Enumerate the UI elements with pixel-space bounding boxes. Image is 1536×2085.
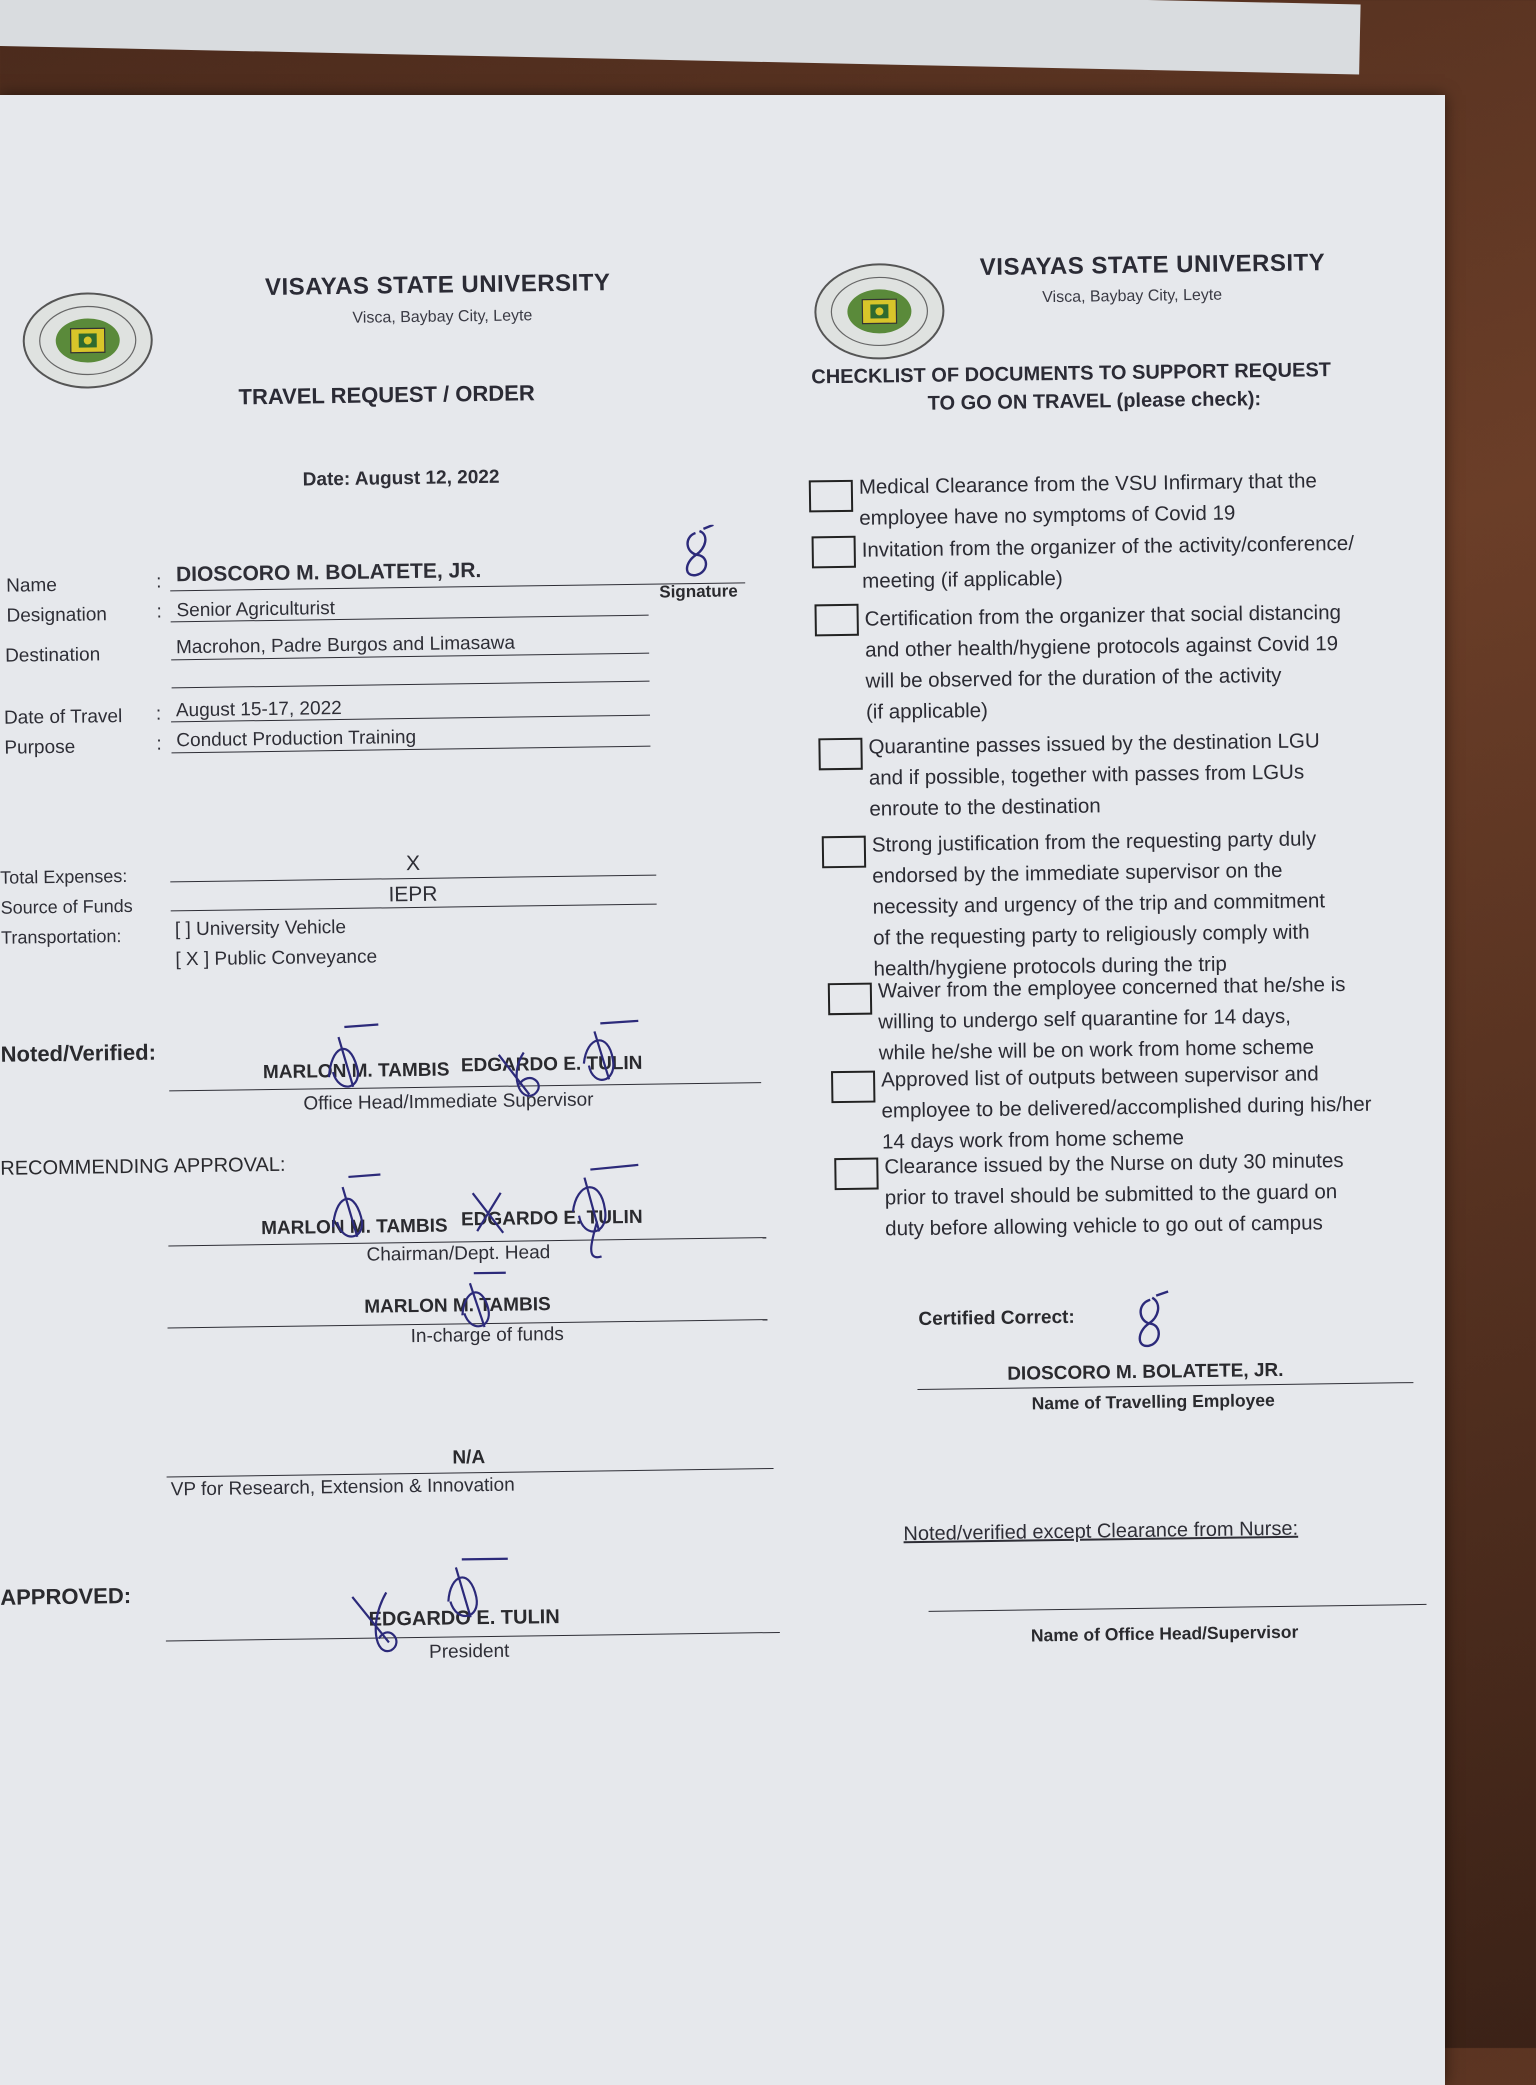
president-role: President	[428, 1640, 510, 1663]
checklist-item-line: and if possible, together with passes from LGUs	[868, 760, 1305, 790]
university-seal-right	[812, 260, 948, 362]
recommending-name-overlap: EDGARDO E. TULIN	[460, 1206, 643, 1231]
office-head-role: Name of Office Head/Supervisor	[1030, 1621, 1299, 1646]
checklist-item-text	[859, 465, 1318, 533]
vp-name: N/A	[452, 1447, 486, 1469]
checklist-item-line: and other health/hygiene protocols against Covid 19	[864, 632, 1339, 662]
employee-signature	[673, 525, 724, 586]
checklist-item-line: will be observed for the duration of the activity	[865, 663, 1282, 693]
checklist-item-line: necessity and urgency of the trip and commitment	[872, 889, 1326, 919]
checklist-item-text	[864, 597, 1342, 728]
funds-incharge-role: In-charge of funds	[410, 1323, 564, 1348]
request-date: Date: August 12, 2022	[302, 466, 500, 491]
vp-role: VP for Research, Extension & Innovation	[170, 1474, 515, 1501]
certified-correct-label: Certified Correct:	[918, 1306, 1075, 1330]
checklist-checkbox[interactable]	[834, 1158, 878, 1191]
checklist-item-text	[881, 1058, 1372, 1158]
president-signature-line	[166, 1632, 780, 1642]
university-address-left: Visca, Baybay City, Leyte	[352, 307, 533, 327]
date-of-travel-value: August 15-17, 2022	[175, 697, 342, 722]
source-of-funds-label: Source of Funds	[0, 895, 133, 918]
checklist-item-line: while he/she will be on work from home scheme	[878, 1035, 1315, 1065]
checklist-item-text	[884, 1145, 1344, 1244]
checklist-item-line: 14 days work from home scheme	[881, 1126, 1185, 1154]
checklist-item-line: Clearance issued by the Nurse on duty 30 minutes	[884, 1149, 1344, 1179]
noted-verified-label: Noted/Verified:	[0, 1039, 157, 1067]
noted-signature-line	[169, 1082, 761, 1091]
source-of-funds-value: IEPR	[388, 882, 438, 907]
checklist-item-line: enroute to the destination	[869, 794, 1101, 821]
checklist-title-line-1: CHECKLIST OF DOCUMENTS TO SUPPORT REQUEST	[811, 359, 1332, 389]
certified-employee-name: DIOSCORO M. BOLATETE, JR.	[1007, 1359, 1284, 1385]
checklist-checkbox[interactable]	[814, 604, 858, 637]
transport-option-university-vehicle: [ ] University Vehicle	[174, 916, 347, 941]
name-label: Name	[6, 574, 57, 597]
funds-incharge-name: MARLON M. TAMBIS	[364, 1294, 551, 1318]
checklist-item-line: Medical Clearance from the VSU Infirmary that the	[858, 469, 1318, 499]
checklist-item-line: Certification from the organizer that social distancing	[864, 601, 1342, 631]
checklist-item-line: Waiver from the employee concerned that he/she is	[877, 972, 1346, 1003]
destination-value: Macrohon, Padre Burgos and Limasawa	[175, 632, 516, 659]
checklist-item-line: employee to be delivered/accomplished during his/her	[881, 1092, 1372, 1123]
office-head-signature-line	[929, 1604, 1427, 1612]
destination-label: Destination	[4, 644, 101, 667]
noted-except-nurse-label: Noted/verified except Clearance from Nurse:	[903, 1517, 1299, 1546]
recommending-name: MARLON M. TAMBIS	[261, 1215, 448, 1240]
purpose-label: Purpose	[4, 736, 76, 759]
checklist-title-line-2: TO GO ON TRAVEL (please check):	[927, 388, 1262, 415]
recommending-approval-label: RECOMMENDING APPROVAL:	[0, 1153, 286, 1180]
checklist-item-line: Quarantine passes issued by the destination LGU	[868, 729, 1320, 759]
checklist-item-line: health/hygiene protocols during the trip	[873, 952, 1228, 981]
designation-value: Senior Agriculturist	[176, 598, 336, 622]
designation-colon: :	[156, 601, 162, 623]
checklist-checkbox[interactable]	[809, 480, 853, 513]
checklist-checkbox[interactable]	[812, 536, 856, 569]
checklist-checkbox[interactable]	[831, 1071, 875, 1104]
total-expenses-label: Total Expenses:	[0, 865, 128, 888]
checklist-item-text	[868, 725, 1321, 824]
transportation-label: Transportation:	[0, 926, 122, 948]
checklist-item-line: meeting (if applicable)	[862, 566, 1063, 593]
checklist-checkbox[interactable]	[828, 983, 872, 1016]
university-address-right: Visca, Baybay City, Leyte	[1042, 286, 1223, 307]
designation-label: Designation	[6, 604, 108, 627]
checklist-item-text	[862, 528, 1355, 597]
noted-role: Office Head/Immediate Supervisor	[303, 1089, 594, 1115]
transport-option-public-conveyance: [ X ] Public Conveyance	[175, 946, 378, 971]
date-of-travel-label: Date of Travel	[3, 706, 123, 729]
form-title: TRAVEL REQUEST / ORDER	[238, 380, 535, 410]
checklist-item-line: Approved list of outputs between supervisor and	[880, 1062, 1319, 1092]
recommending-role: Chairman/Dept. Head	[366, 1242, 551, 1266]
certified-employee-role: Name of Travelling Employee	[1031, 1390, 1275, 1414]
checklist-item-line: employee have no symptoms of Covid 19	[859, 501, 1236, 530]
name-value: DIOSCORO M. BOLATETE, JR.	[175, 559, 482, 587]
checklist-item-line: prior to travel should be submitted to the guard on	[884, 1180, 1338, 1210]
certified-signature	[1120, 1289, 1181, 1360]
signature-label: Signature	[659, 581, 738, 602]
checklist-item-line: of the requesting party to religiously comply with	[872, 920, 1310, 950]
university-name-left: VISAYAS STATE UNIVERSITY	[264, 269, 611, 302]
purpose-value: Conduct Production Training	[176, 726, 417, 752]
university-name-right: VISAYAS STATE UNIVERSITY	[979, 249, 1326, 282]
checklist-item-line: Invitation from the organizer of the activity/conference/	[861, 531, 1355, 562]
checklist-checkbox[interactable]	[818, 738, 862, 771]
purpose-colon: :	[156, 733, 162, 755]
total-expenses-value: X	[405, 851, 421, 876]
noted-name: MARLON M. TAMBIS	[262, 1059, 450, 1084]
noted-name-overlap: EDGARDO E. TULIN	[460, 1052, 643, 1077]
checklist-checkbox[interactable]	[822, 836, 866, 869]
checklist-item-line: Strong justification from the requesting party duly	[871, 827, 1317, 857]
date-of-travel-colon: :	[155, 703, 162, 725]
checklist-item-line: (if applicable)	[865, 698, 989, 724]
university-seal-left	[20, 290, 156, 392]
checklist-item-text	[872, 823, 1326, 984]
checklist-item-text	[878, 969, 1347, 1069]
name-colon: :	[155, 571, 162, 593]
checklist-item-line: willing to undergo self quarantine for 14 days,	[878, 1004, 1291, 1034]
checklist-item-line: endorsed by the immediate supervisor on the	[872, 858, 1283, 888]
checklist-item-line: duty before allowing vehicle to go out of campus	[885, 1211, 1323, 1241]
destination-line-2	[172, 681, 650, 689]
approved-label: APPROVED:	[0, 1583, 132, 1610]
president-name: EDGARDO E. TULIN	[368, 1606, 560, 1631]
